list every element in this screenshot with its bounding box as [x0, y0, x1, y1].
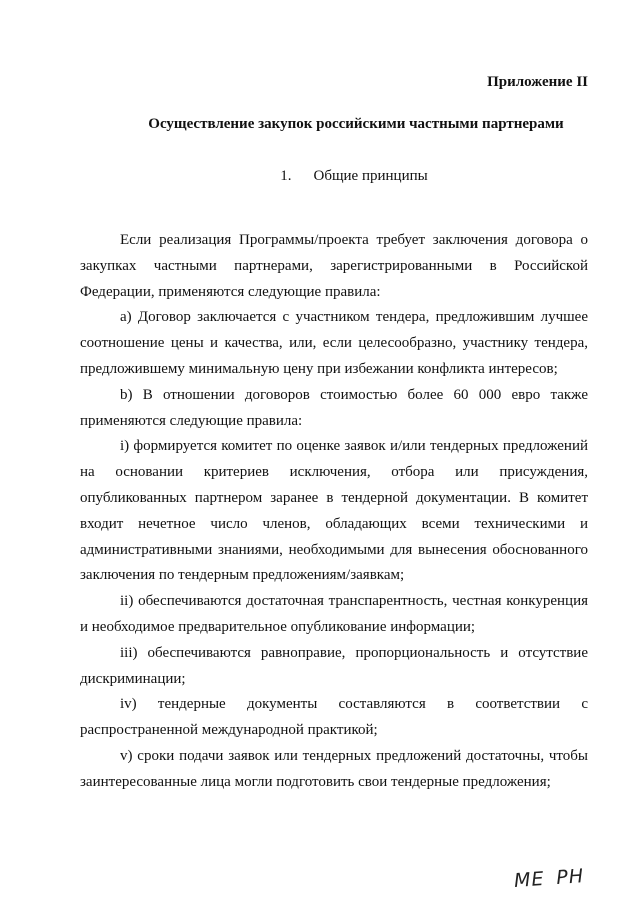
- handwritten-initials: [501, 865, 584, 893]
- paragraph-intro: Если реализация Программы/проекта требует заключения договора о закупках частными партнерами, зарегистрированными в Российской Федерации, применяются следующие правила:: [80, 232, 588, 300]
- document-body: [80, 228, 588, 796]
- initials-me: ME: [513, 867, 546, 893]
- document-title: Осуществление закупок российскими частными партнерами: [148, 116, 564, 132]
- paragraph-v: v) сроки подачи заявок или тендерных предложений достаточны, чтобы заинтересованные лица могли подготовить свои тендерные предложения;: [80, 747, 588, 790]
- paragraph-a: а) Договор заключается с участником тендера, предложившим лучшее соотношение цены и качества, или, если целесообразно, участнику тендера, предложившему минимальную цену при избежании конфликта интересов;: [80, 309, 588, 377]
- paragraph-i: i) формируется комитет по оценке заявок и/или тендерных предложений на основании критериев исключения, отбора или присуждения, опубликованных партнером заранее в тендерной документации. В комитет входит нечетное число членов, обладающих всеми техническими и административными знаниями, необходимыми для вынесения обоснованного заключения по тендерным предложениям/заявкам;: [80, 438, 588, 584]
- initials-ph: PH: [555, 865, 585, 890]
- paragraph-b: b) В отношении договоров стоимостью более 60 000 евро также применяются следующие правила:: [80, 386, 588, 429]
- annex-label: Приложение II: [487, 74, 588, 90]
- section-heading: [0, 168, 640, 185]
- paragraph-ii: ii) обеспечиваются достаточная транспарентность, честная конкуренция и необходимое предварительное опубликование информации;: [80, 593, 588, 635]
- paragraph-iii: iii) обеспечиваются равноправие, пропорциональность и отсутствие дискриминации;: [80, 644, 588, 687]
- paragraph-iv: iv) тендерные документы составляются в соответствии с распространенной международной практикой;: [80, 696, 588, 739]
- section-number: 1.: [280, 168, 292, 184]
- section-title: Общие принципы: [313, 168, 428, 184]
